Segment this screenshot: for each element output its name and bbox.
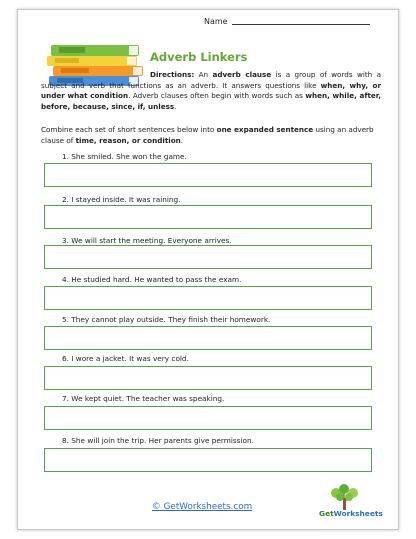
answer-box-7[interactable]	[44, 406, 372, 430]
question-3: 3. We will start the meeting. Everyone arrives.	[62, 236, 232, 245]
answer-box-2[interactable]	[44, 205, 372, 229]
question-8: 8. She will join the trip. Her parents give permission.	[62, 436, 254, 445]
answer-box-6[interactable]	[44, 366, 372, 390]
getworksheets-link[interactable]: © GetWorksheets.com	[152, 502, 253, 512]
directions-paragraph: Directions: An adverb clause is a group of words with a subject and verb that functions as an adverb. It answers questions like when, why, or under what condition. Adverb clauses often begin with words such as when, while, after, before, because, since, if, unless.	[41, 70, 382, 111]
answer-box-1[interactable]	[44, 163, 372, 187]
question-5: 5. They cannot play outside. They finish their homework.	[62, 315, 271, 324]
name-blank-line	[232, 24, 370, 25]
question-7: 7. We kept quiet. The teacher was speaking.	[62, 394, 225, 403]
question-2: 2. I stayed inside. It was raining.	[62, 195, 181, 204]
worksheet-title: Adverb Linkers	[150, 50, 248, 64]
question-6: 6. I wore a jacket. It was very cold.	[62, 354, 189, 363]
answer-box-5[interactable]	[44, 326, 372, 350]
question-4: 4. He studied hard. He wanted to pass the exam.	[62, 275, 242, 284]
answer-box-4[interactable]	[44, 286, 372, 310]
tree-logo-icon	[310, 484, 386, 526]
answer-box-8[interactable]	[44, 448, 372, 472]
name-label: Name	[204, 17, 228, 26]
combine-instructions: Combine each set of short sentences below into one expanded sentence using an adverb clause of time, reason, or condition.	[41, 125, 374, 145]
question-1: 1. She smiled. She won the game.	[62, 152, 187, 161]
name-field	[204, 17, 370, 26]
getworksheets-logo-text: GetWorksheets	[319, 509, 383, 518]
answer-box-3[interactable]	[44, 245, 372, 269]
